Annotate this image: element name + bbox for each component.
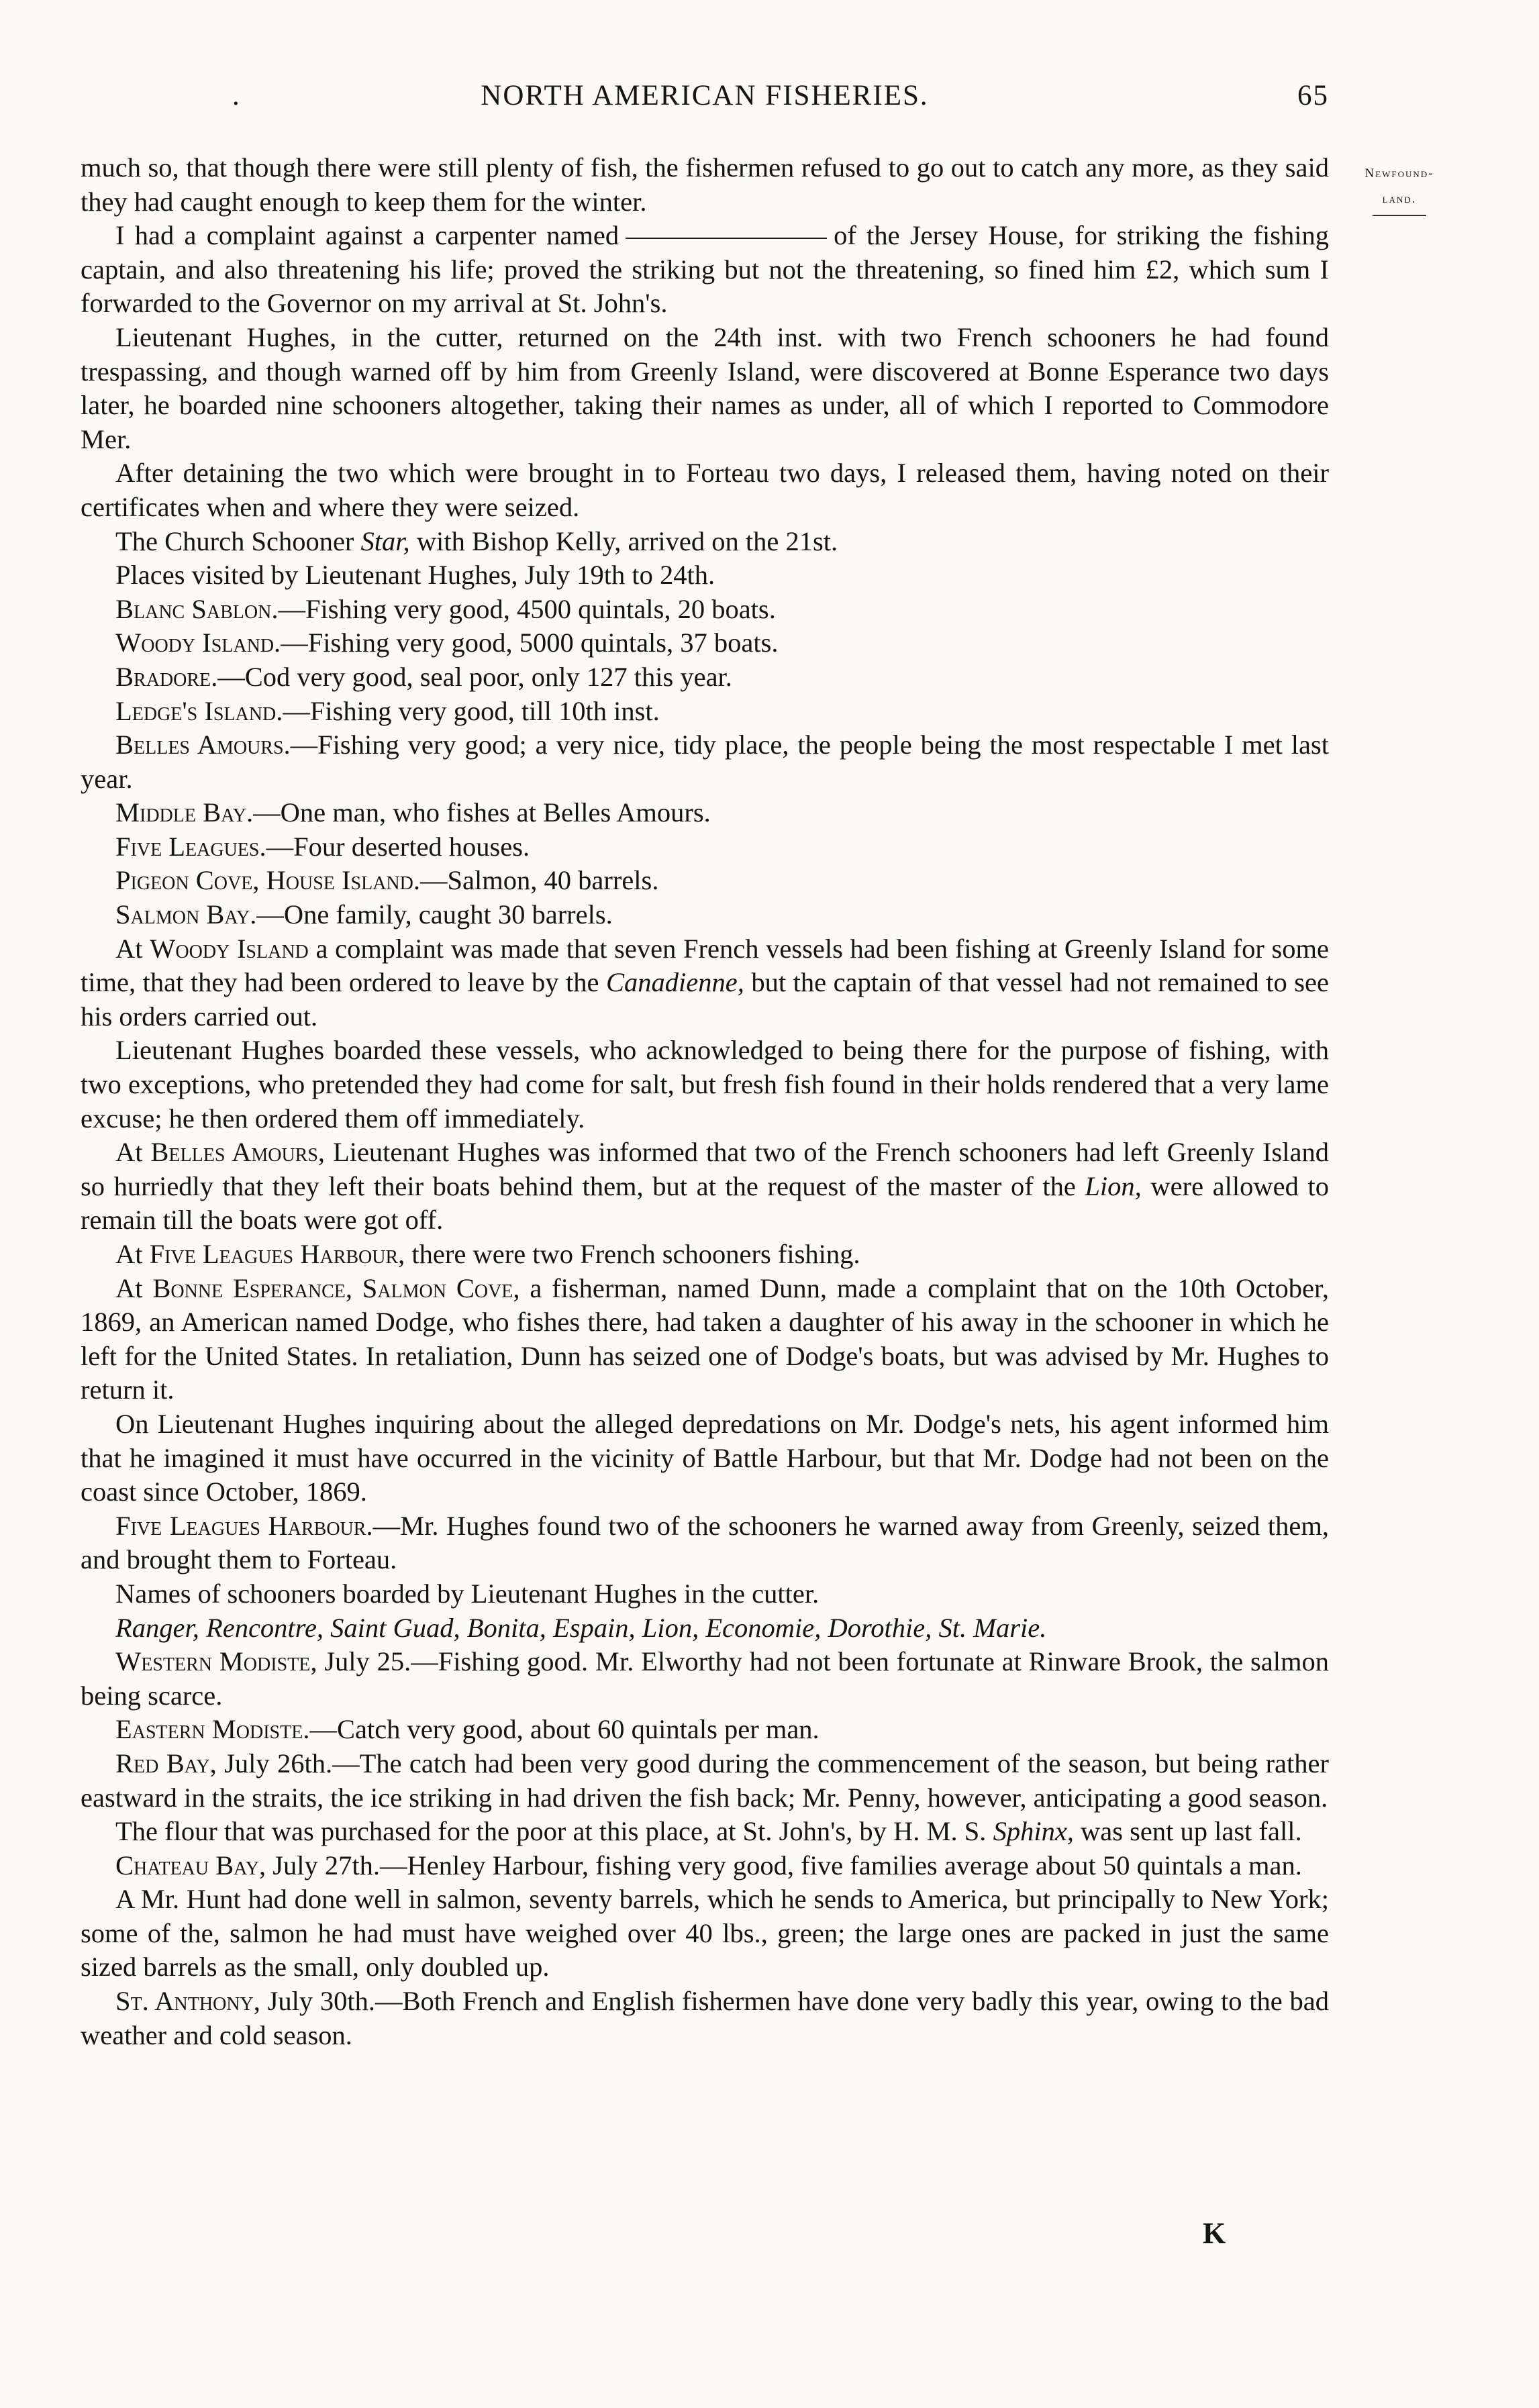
place-entry: Eastern Modiste.—Catch very good, about 60 quintals per man. — [115, 1714, 820, 1745]
header-dot: . — [232, 80, 241, 111]
paragraph: Places visited by Lieutenant Hughes, July 19th to 24th. — [115, 560, 715, 591]
paragraph: The Church Schooner Star, with Bishop Kelly, arrived on the 21st. — [115, 525, 838, 556]
signature-mark: K — [1203, 2217, 1226, 2250]
page-number: 65 — [1297, 80, 1329, 111]
place-entry: Salmon Bay.—One family, caught 30 barrels. — [115, 899, 613, 930]
place-entry: Middle Bay.—One man, who fishes at Belles Amours. — [115, 797, 711, 828]
paragraph: Names of schooners boarded by Lieutenant Hughes in the cutter. — [115, 1578, 820, 1609]
place-entry: Ledge's Island.—Fishing very good, till 10th inst. — [115, 695, 660, 726]
place-entry: St. Anthony, July 30th.—Both French and English fishermen have done very badly this year, owing to the bad weather and cold season. — [81, 1986, 1330, 2050]
place-entry: Five Leagues.—Four deserted houses. — [115, 831, 530, 862]
page — [81, 0, 1434, 2408]
paragraph: After detaining the two which were brought in to Forteau two days, I released them, having noted on their certificates when and where they were seized. — [81, 458, 1329, 522]
paragraph: Lieutenant Hughes, in the cutter, returned on the 24th inst. with two French schooners he had found trespassing, and though warned off by him from Greenly Island, were discovered at Bonne Esperance two days later, he boarded nine schooners altogether, taking their names as under, all of which I reported to Commodore Mer. — [81, 321, 1329, 454]
place-entry: Five Leagues Harbour.—Mr. Hughes found two of the schooners he warned away from Greenly, seized them, and brought them to Forteau. — [81, 1510, 1329, 1575]
place-entry: Western Modiste, July 25.—Fishing good. Mr. Elworthy had not been fortunate at Rinware Brook, the salmon being scarce. — [81, 1646, 1330, 1711]
paragraph: On Lieutenant Hughes inquiring about the alleged depredations on Mr. Dodge's nets, his agent informed him that he imagined it must have occurred in the vicinity of Battle Harbour, but that Mr. Dodge had not been on the coast since October, 1869. — [81, 1408, 1329, 1507]
name-omitted-dash — [626, 238, 827, 239]
paragraph: I had a complaint against a carpenter named of the Jersey House, for striking the fishing captain, and also threatening his life; proved the striking but not the threatening, so fined him £2, which sum I forwarded to the Governor on my arrival at St. John's. — [81, 220, 1329, 319]
paragraph: A Mr. Hunt had done well in salmon, seventy barrels, which he sends to America, but principally to New York; some of the, salmon he had must have weighed over 40 lbs., green; the large ones are packed in just the same sized barrels as the small, only doubled up. — [81, 1884, 1329, 1983]
page-body — [81, 151, 1329, 2052]
paragraph: At Belles Amours, Lieutenant Hughes was informed that two of the French schooners had left Greenly Island so hurriedly that they left their boats behind them, but at the request of the master of the Lion, were allowed to remain till the boats were got off. — [81, 1137, 1330, 1236]
paragraph: Lieutenant Hughes boarded these vessels, who acknowledged to being there for the purpose of fishing, with two exceptions, who pretended they had come for salt, but fresh fish found in their holds rendered that a very lame excuse; he then ordered them off immediately. — [81, 1035, 1329, 1134]
sidenote-line: Newfound- — [1364, 166, 1434, 181]
schooner-names: Ranger, Rencontre, Saint Guad, Bonita, Espain, Lion, Economie, Dorothie, St. Marie. — [115, 1612, 1047, 1643]
running-header — [81, 79, 1329, 119]
paragraph: At Bonne Esperance, Salmon Cove, a fisherman, named Dunn, made a complaint that on the 10th October, 1869, an American named Dodge, who fishes there, had taken a daughter of his away in the schooner in which he left for the United States. In retaliation, Dunn has seized one of Dodge's boats, but was advised by Mr. Hughes to return it. — [81, 1272, 1329, 1405]
place-entry: Chateau Bay, July 27th.—Henley Harbour, fishing very good, five families average about 50 quintals a man. — [115, 1850, 1302, 1880]
margin-sidenote — [1342, 161, 1456, 216]
page-title: NORTH AMERICAN FISHERIES. — [481, 80, 929, 111]
paragraph: At Woody Island a complaint was made that seven French vessels had been fishing at Greenly Island for some time, that they had been ordered to leave by the Canadienne, but the captain of that vessel had not remained to see his orders carried out. — [81, 933, 1330, 1032]
place-entry: Blanc Sablon.—Fishing very good, 4500 quintals, 20 boats. — [115, 593, 776, 624]
paragraph: much so, that though there were still plenty of fish, the fishermen refused to go out to catch any more, as they said they had caught enough to keep them for the winter. — [81, 152, 1329, 217]
sidenote-rule — [1373, 215, 1426, 216]
paragraph: At Five Leagues Harbour, there were two French schooners fishing. — [115, 1239, 860, 1269]
sidenote-line: land. — [1382, 192, 1417, 206]
paragraph: The flour that was purchased for the poor at this place, at St. John's, by H. M. S. Sphinx, was sent up last fall. — [115, 1816, 1302, 1847]
place-entry: Red Bay, July 26th.—The catch had been very good during the commencement of the season, but being rather eastward in the straits, the ice striking in had driven the fish back; Mr. Penny, however, anticipating a good season. — [81, 1748, 1329, 1813]
place-entry: Belles Amours.—Fishing very good; a very nice, tidy place, the people being the most respectable I met last year. — [81, 730, 1329, 794]
place-entry: Woody Island.—Fishing very good, 5000 quintals, 37 boats. — [115, 628, 779, 658]
place-entry: Bradore.—Cod very good, seal poor, only 127 this year. — [115, 661, 732, 692]
place-entry: Pigeon Cove, House Island.—Salmon, 40 barrels. — [115, 865, 659, 896]
